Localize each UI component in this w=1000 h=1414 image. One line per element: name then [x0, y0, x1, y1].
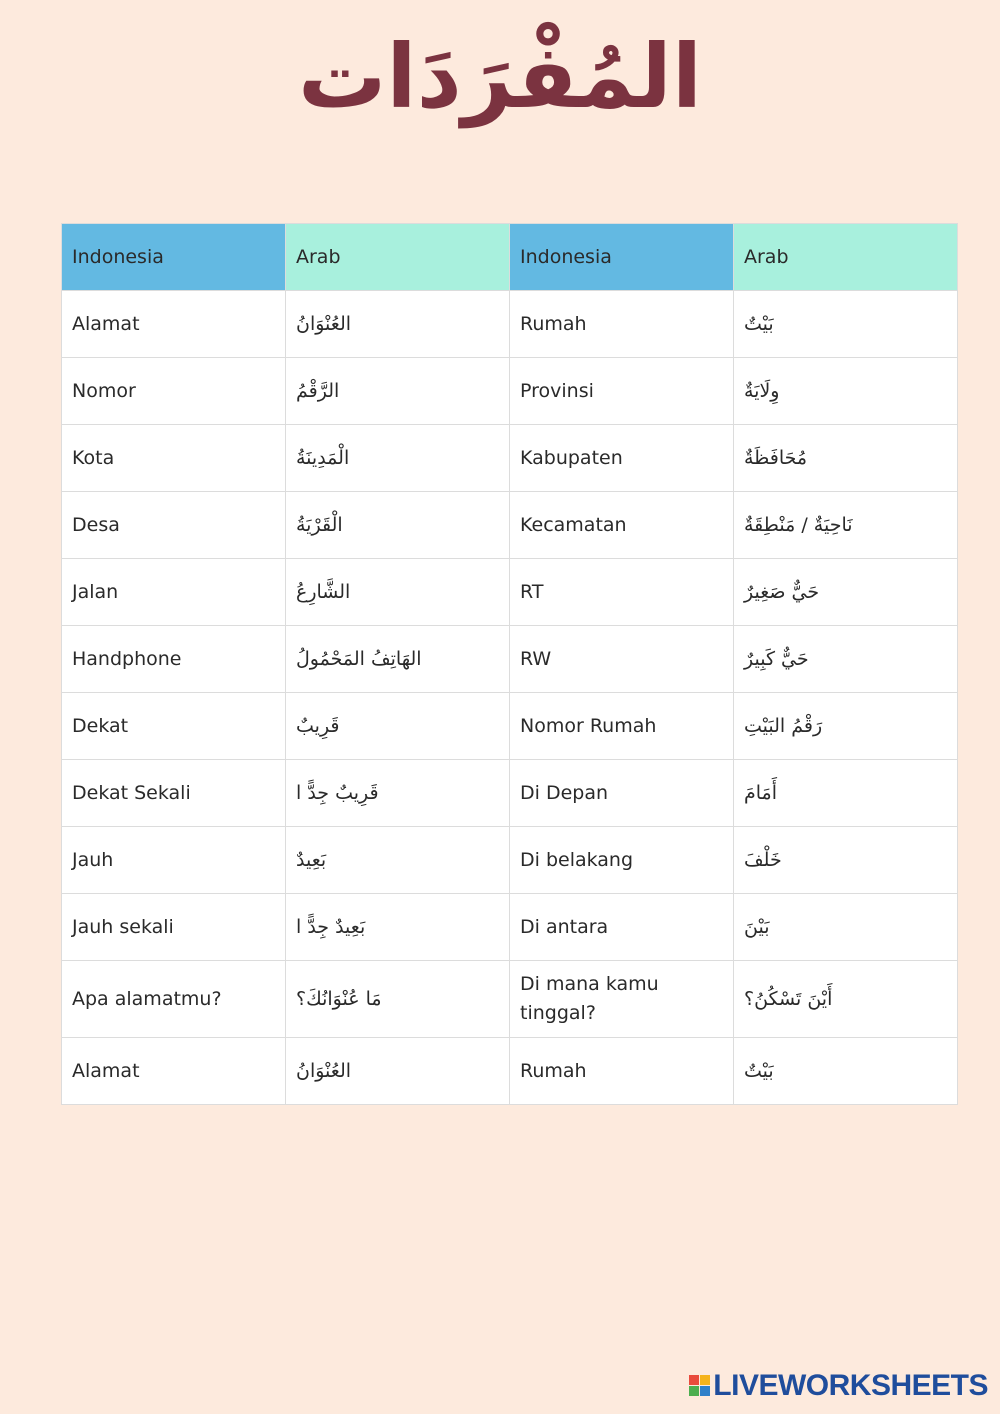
- table-header-row: [62, 224, 958, 291]
- vocabulary-table: [61, 223, 958, 1105]
- arabic-term-text: مُحَافَظَةٌ: [744, 446, 808, 469]
- liveworksheets-logo: [689, 1368, 988, 1404]
- arabic-term-cell: [286, 961, 510, 1038]
- table-row: [62, 827, 958, 894]
- table-row: [62, 492, 958, 559]
- arabic-term-cell: [286, 492, 510, 559]
- arabic-term-text: مَا عُنْوَانُكَ؟: [296, 987, 382, 1010]
- arabic-term-cell: [286, 894, 510, 961]
- arabic-term-text: الشَّارِعُ: [296, 580, 351, 603]
- indonesian-term-cell: Kecamatan: [510, 492, 734, 559]
- arabic-term-cell: [734, 760, 958, 827]
- arabic-term-cell: [286, 425, 510, 492]
- arabic-term-cell: [734, 425, 958, 492]
- arabic-term-text: بَيْتٌ: [744, 312, 774, 335]
- arabic-term-text: أَيْنَ تَسْكُنُ؟: [744, 987, 833, 1010]
- indonesian-term-cell: Desa: [62, 492, 286, 559]
- arabic-term-cell: [734, 827, 958, 894]
- arabic-term-cell: [734, 1038, 958, 1105]
- header-indonesia-1: Indonesia: [62, 224, 286, 291]
- arabic-term-cell: [286, 760, 510, 827]
- table-row: [62, 693, 958, 760]
- arabic-term-text: حَيٌّ صَغِيرٌ: [744, 580, 820, 603]
- table-row: [62, 425, 958, 492]
- arabic-term-text: بَعِيدٌ: [296, 848, 327, 871]
- arabic-term-text: بَعِيدٌ جِدًّ ا: [296, 915, 366, 938]
- page-title: المُفْرَدَات: [297, 25, 703, 128]
- header-indonesia-2: Indonesia: [510, 224, 734, 291]
- table-row: [62, 559, 958, 626]
- arabic-term-cell: [734, 626, 958, 693]
- indonesian-term-cell: Dekat Sekali: [62, 760, 286, 827]
- indonesian-term-cell: Rumah: [510, 291, 734, 358]
- arabic-term-cell: [734, 358, 958, 425]
- indonesian-term-cell: Handphone: [62, 626, 286, 693]
- table-row: [62, 1038, 958, 1105]
- arabic-term-text: العُنْوَانُ: [296, 1059, 352, 1082]
- arabic-term-cell: [734, 894, 958, 961]
- arabic-term-text: نَاحِيَةٌ / مَنْطِقَةٌ: [744, 513, 853, 536]
- liveworksheets-wordmark: LIVEWORKSHEETS: [713, 1369, 988, 1402]
- indonesian-term-cell: Di belakang: [510, 827, 734, 894]
- indonesian-term-cell: RW: [510, 626, 734, 693]
- table-row: [62, 358, 958, 425]
- indonesian-term-cell: Alamat: [62, 291, 286, 358]
- header-arab-1: Arab: [286, 224, 510, 291]
- indonesian-term-cell: Di Depan: [510, 760, 734, 827]
- arabic-term-text: الهَاتِفُ المَحْمُولُ: [296, 647, 422, 670]
- indonesian-term-cell: Di mana kamu tinggal?: [510, 961, 734, 1038]
- indonesian-term-cell: RT: [510, 559, 734, 626]
- arabic-term-text: قَرِيبٌ جِدًّ ا: [296, 781, 379, 804]
- arabic-term-cell: [286, 1038, 510, 1105]
- arabic-term-cell: [734, 559, 958, 626]
- arabic-term-text: حَيٌّ كَبِيرٌ: [744, 647, 809, 670]
- indonesian-term-cell: Apa alamatmu?: [62, 961, 286, 1038]
- arabic-term-text: رَقْمُ البَيْتِ: [744, 714, 823, 737]
- table-row: [62, 626, 958, 693]
- arabic-term-cell: [286, 358, 510, 425]
- indonesian-term-cell: Nomor Rumah: [510, 693, 734, 760]
- indonesian-term-cell: Provinsi: [510, 358, 734, 425]
- arabic-term-cell: [734, 291, 958, 358]
- arabic-term-text: الْقَرْيَةُ: [296, 513, 343, 536]
- arabic-term-text: قَرِيبٌ: [296, 714, 340, 737]
- arabic-term-cell: [286, 626, 510, 693]
- indonesian-term-cell: Dekat: [62, 693, 286, 760]
- table-row: [62, 894, 958, 961]
- arabic-term-cell: [734, 693, 958, 760]
- arabic-term-cell: [734, 492, 958, 559]
- indonesian-term-cell: Kota: [62, 425, 286, 492]
- arabic-term-text: بَيْتٌ: [744, 1059, 774, 1082]
- arabic-term-cell: [286, 827, 510, 894]
- indonesian-term-cell: Alamat: [62, 1038, 286, 1105]
- table-row: [62, 760, 958, 827]
- indonesian-term-cell: Nomor: [62, 358, 286, 425]
- arabic-term-cell: [286, 559, 510, 626]
- table-row: [62, 961, 958, 1038]
- indonesian-term-cell: Jauh sekali: [62, 894, 286, 961]
- indonesian-term-cell: Di antara: [510, 894, 734, 961]
- liveworksheets-logo-icon: [689, 1375, 711, 1397]
- indonesian-term-cell: Rumah: [510, 1038, 734, 1105]
- arabic-term-cell: [286, 291, 510, 358]
- arabic-term-text: العُنْوَانُ: [296, 312, 352, 335]
- indonesian-term-cell: Jalan: [62, 559, 286, 626]
- arabic-term-text: الرَّقْمُ: [296, 379, 340, 402]
- arabic-term-text: أَمَامَ: [744, 781, 778, 804]
- arabic-term-cell: [286, 693, 510, 760]
- arabic-term-text: الْمَدِينَةُ: [296, 446, 350, 469]
- arabic-term-text: بَيْنَ: [744, 915, 770, 938]
- table-row: [62, 291, 958, 358]
- indonesian-term-cell: Jauh: [62, 827, 286, 894]
- arabic-term-cell: [734, 961, 958, 1038]
- arabic-term-text: وِلَايَةٌ: [744, 379, 780, 402]
- arabic-term-text: خَلْفَ: [744, 848, 782, 871]
- indonesian-term-cell: Kabupaten: [510, 425, 734, 492]
- header-arab-2: Arab: [734, 224, 958, 291]
